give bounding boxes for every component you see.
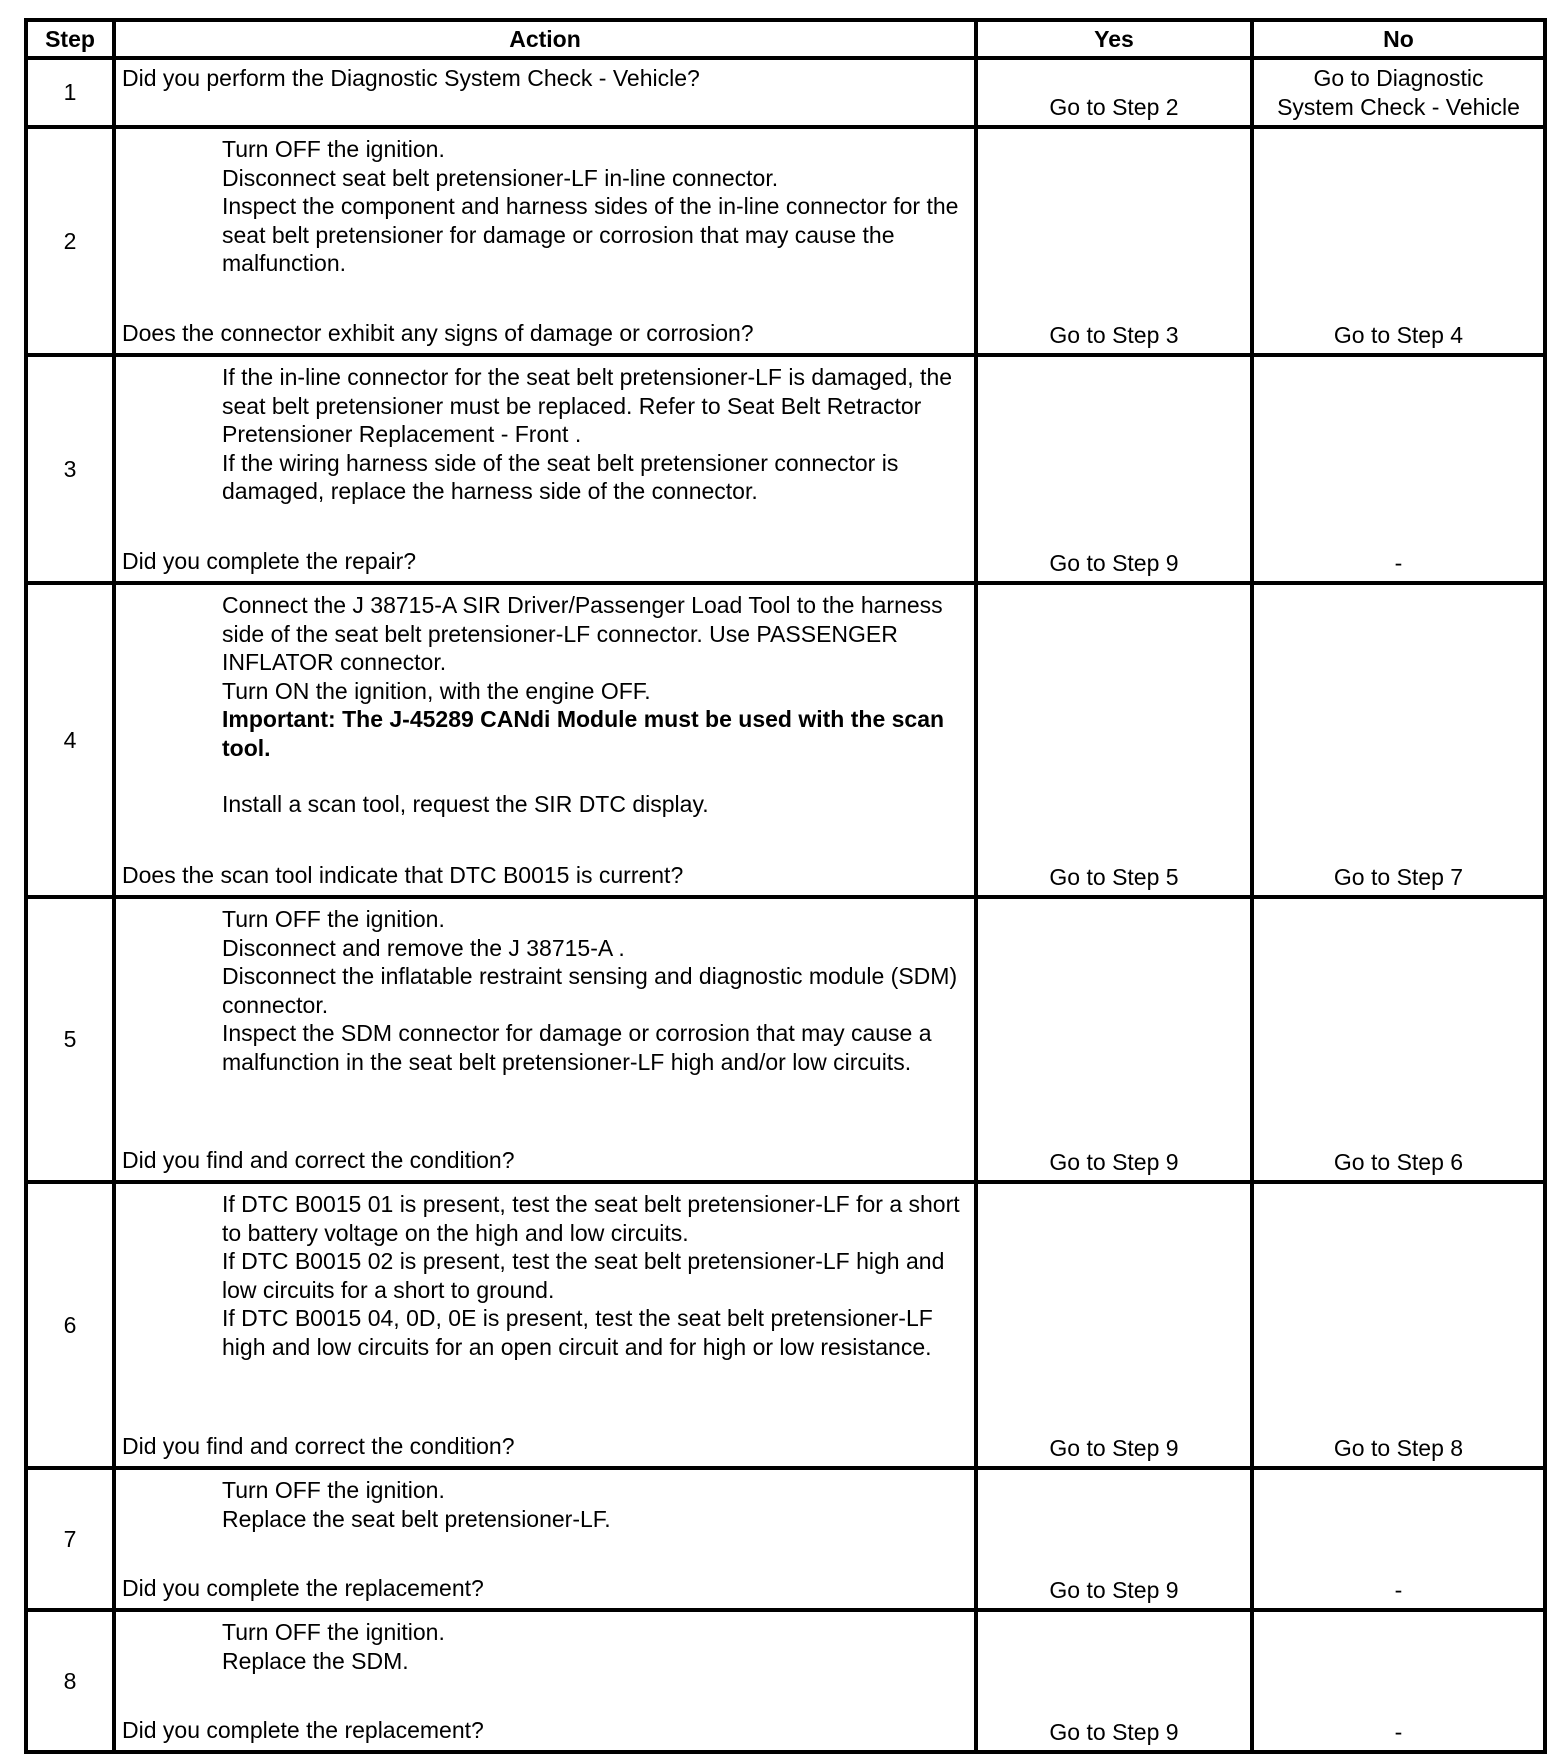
table-row	[26, 1610, 1545, 1752]
action-instructions	[122, 1618, 968, 1675]
step-number: 7	[26, 1468, 114, 1610]
action-instructions	[122, 1190, 968, 1361]
instruction-line: Disconnect the inflatable restraint sensing and diagnostic module (SDM) connector.	[222, 963, 958, 1018]
step-number: 1	[26, 58, 114, 127]
yes-result: Go to Step 5	[976, 583, 1252, 897]
action-instructions	[122, 591, 968, 819]
no-result: -	[1252, 1610, 1545, 1752]
important-note: Important: The J-45289 CANdi Module must be used with the scan tool.	[222, 706, 945, 761]
instruction-line: Inspect the SDM connector for damage or corrosion that may cause a malfunction in the seat belt pretensioner-LF high and/or low circuits.	[222, 1020, 932, 1075]
step-number: 6	[26, 1182, 114, 1468]
yes-result: Go to Step 9	[976, 1182, 1252, 1468]
diagnostic-table	[24, 18, 1547, 1754]
instruction-line: If the wiring harness side of the seat belt pretensioner connector is damaged, replace the harness side of the connector.	[222, 449, 899, 504]
action-cell	[114, 355, 976, 583]
action-cell	[114, 1182, 976, 1468]
action-question: Did you find and correct the condition?	[122, 1146, 515, 1173]
action-question: Does the connector exhibit any signs of damage or corrosion?	[122, 319, 754, 346]
instruction-line: Replace the SDM.	[222, 1647, 409, 1674]
yes-result: Go to Step 9	[976, 1610, 1252, 1752]
table-row	[26, 1468, 1545, 1610]
no-result: -	[1252, 355, 1545, 583]
action-question: Does the scan tool indicate that DTC B0015 is current?	[122, 861, 684, 888]
action-instructions	[122, 135, 968, 278]
action-cell	[114, 897, 976, 1182]
action-question: Did you complete the replacement?	[122, 1716, 484, 1743]
instruction-line: Turn OFF the ignition.	[222, 1619, 445, 1645]
header-action: Action	[114, 20, 976, 58]
no-result	[1252, 58, 1545, 127]
yes-result: Go to Step 9	[976, 355, 1252, 583]
instruction-line: Disconnect and remove the J 38715-A .	[222, 934, 625, 961]
action-cell	[114, 58, 976, 127]
instruction-line: Turn OFF the ignition.	[222, 136, 445, 162]
action-question: Did you complete the repair?	[122, 547, 417, 574]
table-row	[26, 583, 1545, 897]
action-instructions	[122, 363, 968, 506]
instruction-line: Turn OFF the ignition.	[222, 1477, 445, 1503]
action-cell	[114, 583, 976, 897]
instruction-line: Turn OFF the ignition.	[222, 906, 445, 932]
instruction-line: Install a scan tool, request the SIR DTC display.	[222, 791, 709, 817]
instruction-line: If DTC B0015 01 is present, test the seat belt pretensioner-LF for a short to battery voltage on the high and low circuits.	[222, 1191, 960, 1246]
no-result: Go to Step 4	[1252, 127, 1545, 355]
header-row	[26, 20, 1545, 58]
no-result: Go to Step 6	[1252, 897, 1545, 1182]
action-cell	[114, 1468, 976, 1610]
yes-result: Go to Step 9	[976, 1468, 1252, 1610]
no-result: Go to Step 8	[1252, 1182, 1545, 1468]
step-number: 4	[26, 583, 114, 897]
step-number: 5	[26, 897, 114, 1182]
step-number: 3	[26, 355, 114, 583]
instruction-line: Replace the seat belt pretensioner-LF.	[222, 1505, 611, 1532]
step-number: 8	[26, 1610, 114, 1752]
header-yes: Yes	[976, 20, 1252, 58]
instruction-line: If DTC B0015 04, 0D, 0E is present, test the seat belt pretensioner-LF high and low circuits for an open circuit and for high or low resistance.	[222, 1305, 933, 1360]
table-row	[26, 897, 1545, 1182]
yes-result: Go to Step 3	[976, 127, 1252, 355]
table-row	[26, 127, 1545, 355]
instruction-line: Turn ON the ignition, with the engine OFF.	[222, 677, 651, 704]
instruction-line: If DTC B0015 02 is present, test the seat belt pretensioner-LF high and low circuits for a short to ground.	[222, 1248, 945, 1303]
no-result: Go to Step 7	[1252, 583, 1545, 897]
table-row	[26, 355, 1545, 583]
no-result-line: Go to Diagnostic	[1313, 65, 1484, 91]
table-row	[26, 58, 1545, 127]
action-question: Did you perform the Diagnostic System Check - Vehicle?	[122, 65, 700, 91]
instruction-line: Disconnect seat belt pretensioner-LF in-line connector.	[222, 164, 779, 191]
action-question: Did you find and correct the condition?	[122, 1432, 515, 1459]
step-number: 2	[26, 127, 114, 355]
header-no: No	[1252, 20, 1545, 58]
action-question: Did you complete the replacement?	[122, 1574, 484, 1601]
instruction-line: If the in-line connector for the seat belt pretensioner-LF is damaged, the seat belt pretensioner must be replaced. Refer to Seat Belt Retractor Pretensioner Replacement - Front .	[222, 364, 953, 447]
no-result: -	[1252, 1468, 1545, 1610]
yes-result: Go to Step 9	[976, 897, 1252, 1182]
header-step: Step	[26, 20, 114, 58]
action-cell	[114, 1610, 976, 1752]
table-row	[26, 1182, 1545, 1468]
action-instructions	[122, 1476, 968, 1533]
no-result-line: System Check - Vehicle	[1277, 93, 1520, 120]
yes-result: Go to Step 2	[976, 58, 1252, 127]
action-cell	[114, 127, 976, 355]
instruction-line: Inspect the component and harness sides of the in-line connector for the seat belt pretensioner for damage or corrosion that may cause the malfunction.	[222, 193, 959, 276]
instruction-line: Connect the J 38715-A SIR Driver/Passenger Load Tool to the harness side of the seat belt pretensioner-LF connector. Use PASSENGER INFLATOR connector.	[222, 592, 943, 675]
action-instructions	[122, 905, 968, 1076]
